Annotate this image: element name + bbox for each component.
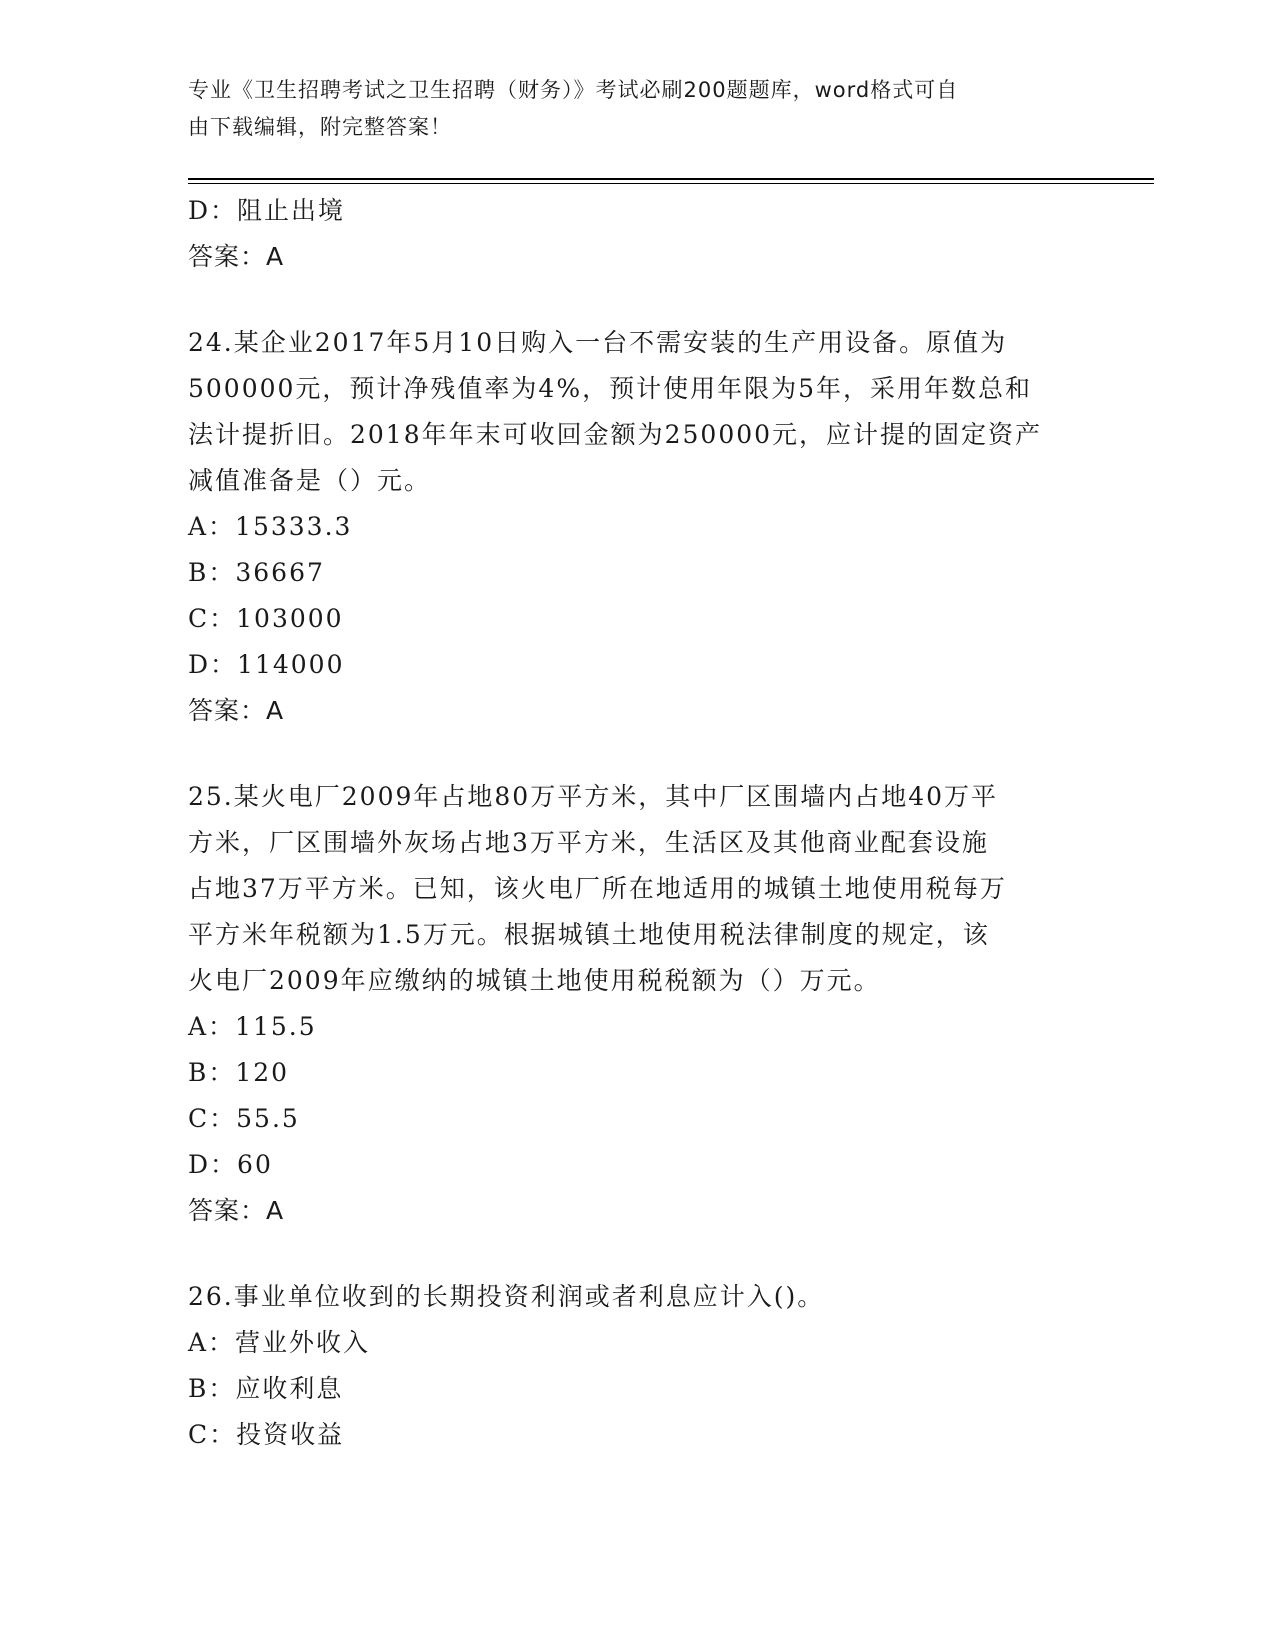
question-25 (188, 774, 1088, 1234)
option-a: A：15333.3 (188, 512, 353, 541)
option-b: B：36667 (188, 558, 325, 587)
option-d: D：60 (188, 1150, 273, 1179)
option-c: C：55.5 (188, 1104, 300, 1133)
option-a: A：115.5 (188, 1012, 317, 1041)
question-stem-line: 减值准备是（）元。 (188, 466, 432, 495)
question-24 (188, 320, 1088, 734)
question-stem-line: 24.某企业2017年5月10日购入一台不需安装的生产用设备。原值为 (188, 328, 1008, 357)
prev-option-d: D：阻止出境 (188, 196, 346, 225)
header-divider-thin (188, 183, 1154, 184)
question-stem-line: 法计提折旧。2018年年末可收回金额为250000元，应计提的固定资产 (188, 420, 1043, 449)
header-line-2: 由下载编辑，附完整答案！ (188, 115, 452, 139)
question-stem-line: 平方米年税额为1.5万元。根据城镇土地使用税法律制度的规定，该 (188, 920, 990, 949)
question-26 (188, 1274, 1088, 1458)
header-line-1: 专业《卫生招聘考试之卫生招聘（财务）》考试必刷200题题库，word格式可自 (188, 78, 959, 102)
answer: 答案：A (188, 696, 285, 725)
spacer (188, 1234, 1088, 1274)
question-stem-line: 火电厂2009年应缴纳的城镇土地使用税税额为（）万元。 (188, 966, 881, 995)
prev-answer: 答案：A (188, 242, 285, 271)
question-stem-line: 占地37万平方米。已知，该火电厂所在地适用的城镇土地使用税每万 (188, 874, 1007, 903)
option-a: A：营业外收入 (188, 1328, 371, 1357)
spacer (188, 734, 1088, 774)
spacer (188, 280, 1088, 320)
answer: 答案：A (188, 1196, 285, 1225)
document-header (188, 72, 1068, 146)
header-divider-thick (188, 178, 1154, 180)
option-b: B：120 (188, 1058, 290, 1087)
question-stem-line: 500000元，预计净残值率为4%，预计使用年限为5年，采用年数总和 (188, 374, 1033, 403)
option-b: B：应收利息 (188, 1374, 344, 1403)
option-c: C：投资收益 (188, 1420, 345, 1449)
question-stem-line: 25.某火电厂2009年占地80万平方米，其中厂区围墙内占地40万平 (188, 782, 999, 811)
option-c: C：103000 (188, 604, 344, 633)
question-stem-line: 方米，厂区围墙外灰场占地3万平方米，生活区及其他商业配套设施 (188, 828, 989, 857)
question-stem-line: 26.事业单位收到的长期投资利润或者利息应计入()。 (188, 1282, 825, 1311)
document-body (188, 188, 1088, 1458)
option-d: D：114000 (188, 650, 345, 679)
